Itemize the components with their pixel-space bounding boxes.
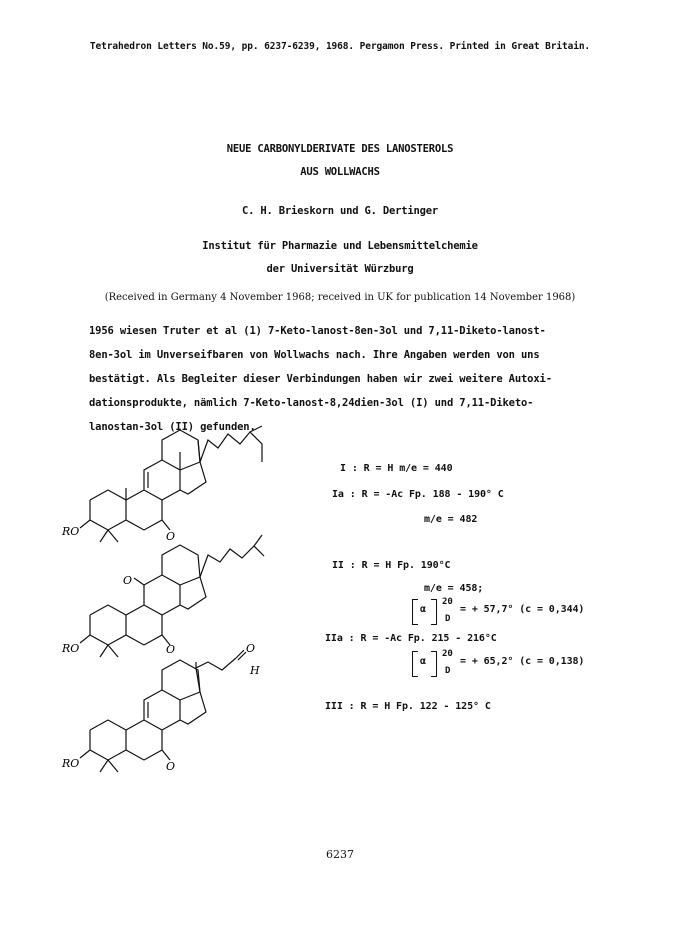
compound-Ia: Ia : R = -Ac Fp. 188 - 190° C — [332, 489, 504, 500]
compound-IIa: IIa : R = -Ac Fp. 215 - 216°C — [325, 633, 497, 644]
rotation-value: = + 65,2° (c = 0,138) — [460, 656, 585, 667]
keto-oxygen-label: O — [123, 574, 133, 587]
keto-oxygen-label: O — [166, 530, 176, 543]
rotation-temperature: 20 — [442, 649, 453, 659]
rotation-temperature: 20 — [442, 597, 453, 607]
body-line: dationsprodukte, nämlich 7-Keto-lanost-8,24dien-3ol (I) und 7,11-Diketo- — [89, 397, 534, 409]
compound-II-mass: m/e = 458; — [424, 583, 484, 594]
compound-II: II : R = H Fp. 190°C — [332, 560, 451, 571]
aldehyde-hydrogen-label: H — [250, 664, 260, 677]
body-line: 8en-3ol im Unverseifbaren von Wollwachs nach. Ihre Angaben werden von uns — [89, 349, 540, 361]
rotation-line: D — [445, 614, 451, 624]
alpha-symbol: α — [420, 604, 426, 615]
page-number: 6237 — [326, 848, 354, 861]
rotation-line: D — [445, 666, 451, 676]
ro-label: RO — [62, 757, 80, 770]
aldehyde-oxygen-label: O — [246, 642, 256, 655]
alpha-symbol: α — [420, 656, 426, 667]
keto-oxygen-label: O — [166, 643, 176, 656]
institute-line-2: der Universität Würzburg — [266, 263, 414, 275]
compound-Ia-mass: m/e = 482 — [424, 514, 478, 525]
structure-I — [80, 426, 262, 542]
ro-label: RO — [62, 642, 80, 655]
compound-I: I : R = H m/e = 440 — [340, 463, 453, 474]
authors: C. H. Brieskorn und G. Dertinger — [242, 205, 438, 217]
ro-label: RO — [62, 525, 80, 538]
journal-header: Tetrahedron Letters No.59, pp. 6237-6239, 1968. Pergamon Press. Printed in Great Britain. — [89, 41, 591, 52]
body-line: bestätigt. Als Begleiter dieser Verbindungen haben wir zwei weitere Autoxi- — [89, 373, 552, 385]
rotation-value: = + 57,7° (c = 0,344) — [460, 604, 585, 615]
keto-oxygen-label: O — [166, 760, 176, 773]
structure-II — [80, 535, 264, 657]
institute-line-1: Institut für Pharmazie und Lebensmittelchemie — [202, 240, 478, 252]
received-dates: (Received in Germany 4 November 1968; received in UK for publication 14 November 1968) — [104, 292, 576, 303]
structure-III — [80, 650, 246, 772]
article-title-line-1: NEUE CARBONYLDERIVATE DES LANOSTEROLS — [226, 143, 454, 155]
article-title-line-2: AUS WOLLWACHS — [300, 166, 380, 178]
body-line: lanostan-3ol (II) gefunden. — [89, 421, 256, 433]
body-line: 1956 wiesen Truter et al (1) 7-Keto-lanost-8en-3ol und 7,11-Diketo-lanost- — [89, 325, 546, 337]
compound-III: III : R = H Fp. 122 - 125° C — [325, 701, 491, 712]
